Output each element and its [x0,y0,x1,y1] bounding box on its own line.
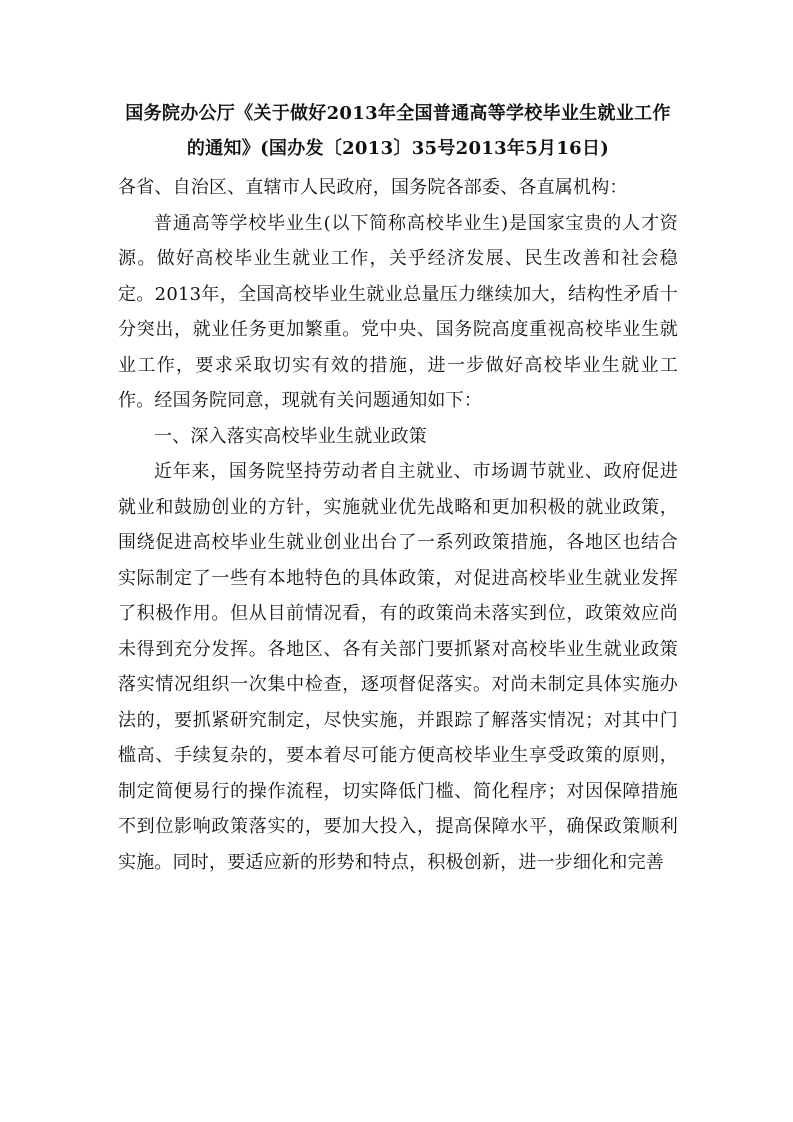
salutation: 各省、自治区、直辖市人民政府，国务院各部委、各直属机构： [118,177,628,198]
document-title [118,96,678,166]
document-page [118,96,678,880]
section-1-paragraph: 近年来，国务院坚持劳动者自主就业、市场调节就业、政府促进就业和鼓励创业的方针，实施就业优先战略和更加积极的就业政策，围绕促进高校毕业生就业创业出台了一系列政策措施，各地区也结合实际制定了一些有本地特色的具体政策，对促进高校毕业生就业发挥了积极作用。但从目前情况看，有的政策尚未落实到位，政策效应尚未得到充分发挥。各地区、各有关部门要抓紧对高校毕业生就业政策落实情况组织一次集中检查，逐项督促落实。对尚未制定具体实施办法的，要抓紧研究制定，尽快实施，并跟踪了解落实情况；对其中门槛高、手续复杂的，要本着尽可能方便高校毕业生享受政策的原则，制定简便易行的操作流程，切实降低门槛、简化程序；对因保障措施不到位影响政策落实的，要加大投入，提高保障水平，确保政策顺利实施。同时，要适应新的形势和特点，积极创新，进一步细化和完善 [118,461,678,873]
title-line-2: 的通知》(国办发〔2013〕35号2013年5月16日) [186,138,610,159]
intro-paragraph: 普通高等学校毕业生(以下简称高校毕业生)是国家宝贵的人才资源。做好高校毕业生就业工作，关乎经济发展、民生改善和社会稳定。2013年，全国高校毕业生就业总量压力继续加大，结构性矛盾十分突出，就业任务更加繁重。党中央、国务院高度重视高校毕业生就业工作，要求采取切实有效的措施，进一步做好高校毕业生就业工作。经国务院同意，现就有关问题通知如下： [118,212,678,411]
title-line-1: 国务院办公厅《关于做好2013年全国普通高等学校毕业生就业工作 [125,103,671,124]
section-heading-1: 一、深入落实高校毕业生就业政策 [154,425,427,447]
